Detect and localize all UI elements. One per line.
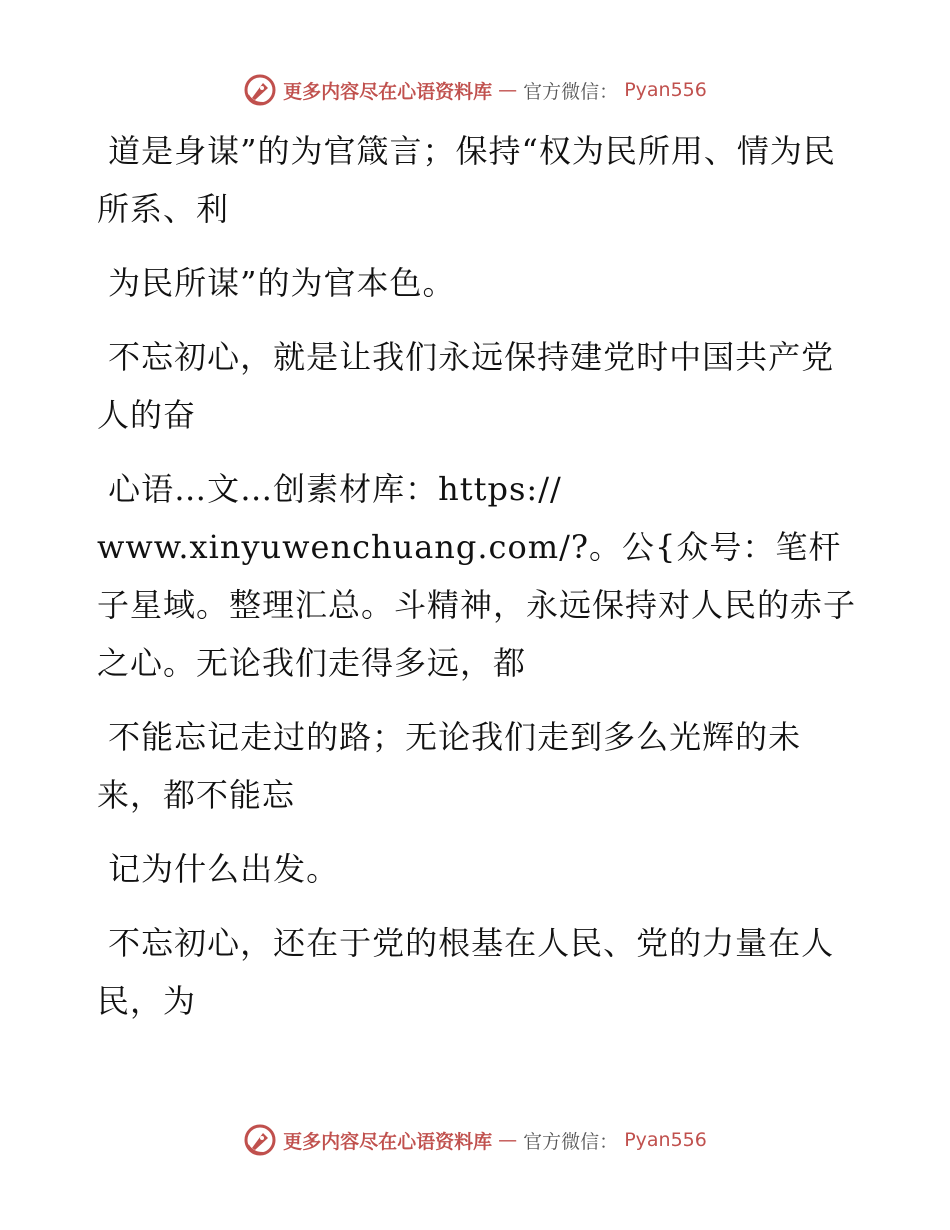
footer-banner bbox=[0, 1120, 950, 1160]
paragraph: 为民所谋”的为官本色。 bbox=[97, 264, 456, 302]
pen-nib-logo-icon bbox=[243, 73, 277, 107]
paragraph: 不能忘记走过的路；无论我们走到多么光辉的未来，都不能忘 bbox=[97, 718, 802, 814]
footer-banner-dash: — bbox=[498, 1129, 518, 1151]
paragraph: 不忘初心，就是让我们永远保持建党时中国共产党人的奋 bbox=[97, 338, 835, 434]
footer-banner-text: 更多内容尽在心语资料库 bbox=[283, 1130, 493, 1153]
header-banner-dash: — bbox=[498, 79, 518, 101]
paragraph: 不忘初心，还在于党的根基在人民、党的力量在人民，为 bbox=[97, 924, 835, 1020]
header-contact-label: 官方微信： bbox=[523, 80, 619, 103]
paragraph: 心语…文…创素材库：https:// www.xinyuwenchuang.com/?。公{众号：笔杆子星域。整理汇总。斗精神，永远保持对人民的赤子之心。无论我们走得多远，都 bbox=[97, 470, 857, 682]
header-contact-id: Pyan556 bbox=[624, 79, 707, 101]
paragraph: 记为什么出发。 bbox=[97, 850, 340, 888]
footer-contact-id: Pyan556 bbox=[624, 1129, 707, 1151]
paragraph: 道是身谋”的为官箴言；保持“权为民所用、情为民所系、利 bbox=[97, 132, 836, 228]
header-banner bbox=[0, 70, 950, 110]
header-banner-text: 更多内容尽在心语资料库 bbox=[283, 80, 493, 103]
footer-contact-label: 官方微信： bbox=[523, 1130, 619, 1153]
pen-nib-logo-icon bbox=[243, 1123, 277, 1157]
document-body bbox=[97, 122, 857, 1046]
